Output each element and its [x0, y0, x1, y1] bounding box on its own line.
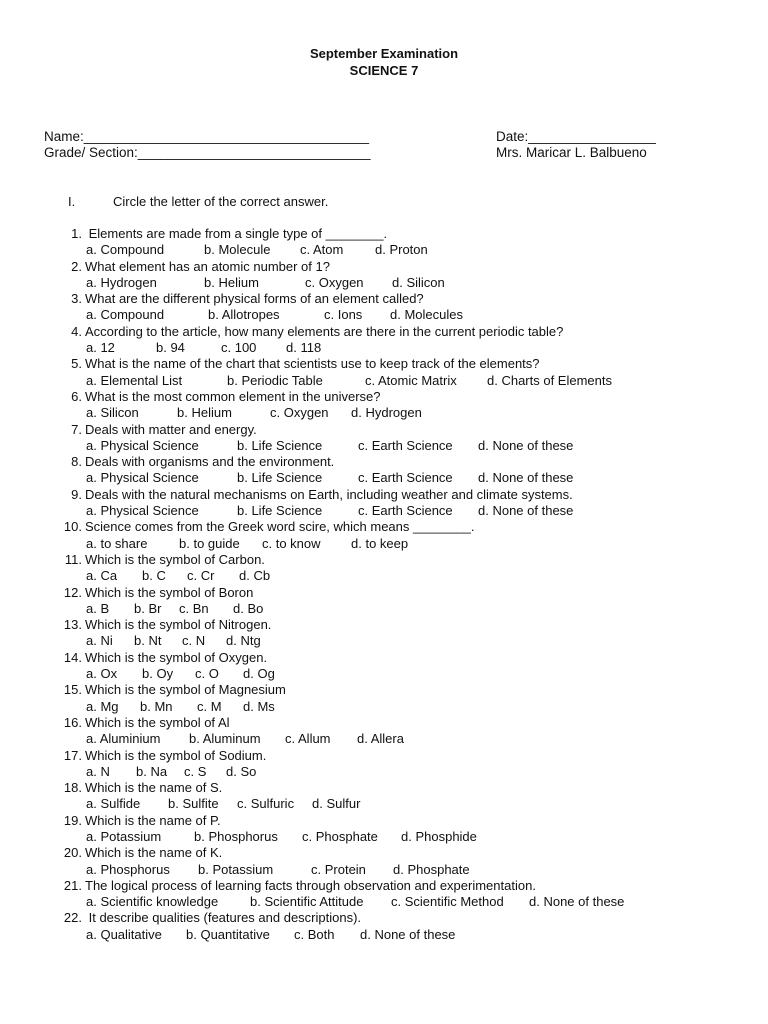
question-number: 16. — [63, 714, 82, 730]
answer-option[interactable]: b. Scientific Attitude — [250, 894, 364, 910]
answer-option[interactable]: b. Helium — [177, 405, 232, 421]
answer-option[interactable]: a. Compound — [86, 307, 165, 323]
question-item — [0, 878, 768, 911]
question-item — [0, 487, 768, 520]
answer-option[interactable]: b. C — [142, 568, 166, 584]
answer-option[interactable]: c. Protein — [311, 861, 366, 877]
answer-option[interactable]: d. Proton — [375, 242, 428, 258]
question-text: Deals with the natural mechanisms on Earth, including weather and climate systems. — [85, 486, 573, 502]
answer-option[interactable]: c. Atom — [300, 242, 344, 258]
answer-option[interactable]: d. Og — [243, 666, 275, 682]
answer-option[interactable]: c. to know — [262, 535, 321, 551]
answer-options — [0, 438, 768, 454]
question-text: Which is the name of K. — [85, 845, 223, 861]
question-number: 11. — [64, 551, 82, 567]
answer-options — [0, 699, 768, 715]
answer-options — [0, 340, 768, 356]
answer-option[interactable]: a. to share — [86, 535, 148, 551]
question-number: 5. — [71, 356, 82, 372]
answer-options — [0, 633, 768, 649]
question-text: What element has an atomic number of 1? — [85, 258, 330, 274]
answer-option[interactable]: d. Phosphide — [401, 828, 477, 844]
question-number: 8. — [71, 454, 82, 470]
question-item — [0, 519, 768, 552]
question-number: 2. — [71, 258, 82, 274]
grade-section-field-label: Grade/ Section:_______________________________ — [44, 145, 371, 160]
answer-option[interactable]: d. Cb — [239, 568, 271, 584]
question-number: 7. — [71, 421, 82, 437]
answer-option[interactable]: d. None of these — [478, 470, 574, 486]
answer-option[interactable]: c. Oxygen — [270, 405, 329, 421]
answer-option[interactable]: d. Hydrogen — [351, 405, 422, 421]
answer-option[interactable]: a. Ox — [86, 666, 118, 682]
question-text: The logical process of learning facts through observation and experimentation. — [85, 877, 536, 893]
answer-option[interactable]: b. Sulfite — [168, 796, 219, 812]
question-item — [0, 422, 768, 455]
answer-options — [0, 405, 768, 421]
answer-option[interactable]: d. None of these — [360, 926, 456, 942]
answer-options — [0, 568, 768, 584]
answer-option[interactable]: c. Scientific Method — [391, 894, 504, 910]
question-list — [0, 226, 768, 943]
answer-option[interactable]: c. Ions — [324, 307, 363, 323]
question-text: Which is the symbol of Oxygen. — [85, 649, 268, 665]
date-field-label: Date:_________________ — [496, 129, 656, 144]
question-text: Which is the name of S. — [85, 780, 223, 796]
question-number: 6. — [71, 388, 82, 404]
answer-option[interactable]: c. M — [197, 698, 222, 714]
question-item — [0, 748, 768, 781]
answer-option[interactable]: c. Allum — [285, 731, 331, 747]
answer-options — [0, 275, 768, 291]
question-text: What is the name of the chart that scientists use to keep track of the elements? — [85, 356, 540, 372]
question-number: 12. — [63, 584, 82, 600]
question-text: Which is the symbol of Magnesium — [85, 682, 286, 698]
answer-option[interactable]: c. Earth Science — [358, 503, 453, 519]
question-item — [0, 324, 768, 357]
answer-option[interactable]: c. S — [184, 763, 207, 779]
question-item — [0, 780, 768, 813]
answer-option[interactable]: a. Potassium — [86, 828, 162, 844]
answer-option[interactable]: d. None of these — [478, 437, 574, 453]
question-text: Which is the symbol of Sodium. — [85, 747, 267, 763]
answer-option[interactable]: b. Allotropes — [208, 307, 280, 323]
answer-option[interactable]: b. Helium — [204, 274, 259, 290]
answer-option[interactable]: a. Hydrogen — [86, 274, 157, 290]
answer-option[interactable]: b. Periodic Table — [227, 372, 323, 388]
question-number: 19. — [63, 812, 82, 828]
question-number: 18. — [63, 780, 82, 796]
answer-option[interactable]: a. Mg — [86, 698, 119, 714]
answer-option[interactable]: c. Cr — [187, 568, 215, 584]
answer-options — [0, 666, 768, 682]
answer-option[interactable]: b. Potassium — [198, 861, 274, 877]
answer-option[interactable]: a. B — [86, 600, 110, 616]
answer-option[interactable]: b. Oy — [142, 666, 174, 682]
question-text: According to the article, how many elements are there in the current periodic table? — [85, 323, 564, 339]
answer-options — [0, 536, 768, 552]
answer-option[interactable]: c. Bn — [179, 600, 209, 616]
answer-options — [0, 764, 768, 780]
answer-option[interactable]: d. Charts of Elements — [487, 372, 612, 388]
answer-option[interactable]: c. Sulfuric — [237, 796, 295, 812]
answer-option[interactable]: c. Phosphate — [302, 828, 378, 844]
answer-options — [0, 862, 768, 878]
answer-option[interactable]: a. Silicon — [86, 405, 139, 421]
answer-option[interactable]: a. Ni — [86, 633, 113, 649]
answer-option[interactable]: d. Molecules — [390, 307, 463, 323]
question-text: Deals with organisms and the environment. — [85, 454, 335, 470]
answer-option[interactable]: d. Ntg — [226, 633, 261, 649]
answer-option[interactable]: a. Elemental List — [86, 372, 183, 388]
answer-option[interactable]: c. Both — [294, 926, 335, 942]
answer-option[interactable]: d. Silicon — [392, 274, 445, 290]
answer-option[interactable]: a. Physical Science — [86, 437, 199, 453]
question-item — [0, 650, 768, 683]
question-text: Deals with matter and energy. — [85, 421, 257, 437]
teacher-name: Mrs. Maricar L. Balbueno — [496, 145, 647, 160]
answer-option[interactable]: d. None of these — [478, 503, 574, 519]
question-number: 4. — [71, 323, 82, 339]
question-item — [0, 356, 768, 389]
answer-options — [0, 731, 768, 747]
answer-option[interactable]: d. Allera — [357, 731, 404, 747]
question-number: 13. — [63, 617, 82, 633]
answer-option[interactable]: c. Earth Science — [358, 470, 453, 486]
answer-option[interactable]: d. 118 — [286, 340, 322, 356]
answer-option[interactable]: c. Oxygen — [305, 274, 364, 290]
question-number: 14. — [63, 649, 82, 665]
answer-option[interactable]: d. to keep — [351, 535, 409, 551]
answer-option[interactable]: b. 94 — [156, 340, 185, 356]
answer-options — [0, 307, 768, 323]
question-text: Science comes from the Greek word scire, which means ________. — [85, 519, 475, 535]
question-number: 20. — [63, 845, 82, 861]
question-number: 10. — [63, 519, 82, 535]
question-item — [0, 454, 768, 487]
question-text: Which is the symbol of Boron — [85, 584, 254, 600]
question-item — [0, 291, 768, 324]
answer-option[interactable]: c. N — [182, 633, 206, 649]
question-number: 22. — [63, 910, 82, 926]
question-item — [0, 226, 768, 259]
answer-options — [0, 242, 768, 258]
question-text: It describe qualities (features and descriptions). — [85, 910, 362, 926]
question-item — [0, 617, 768, 650]
answer-option[interactable]: a. Physical Science — [86, 503, 199, 519]
answer-option[interactable]: a. N — [86, 763, 110, 779]
answer-option[interactable]: a. Sulfide — [86, 796, 141, 812]
question-item — [0, 552, 768, 585]
answer-option[interactable]: b. Quantitative — [186, 926, 270, 942]
question-text: Which is the name of P. — [85, 812, 221, 828]
answer-options — [0, 470, 768, 486]
answer-option[interactable]: c. 100 — [221, 340, 257, 356]
answer-option[interactable]: d. Ms — [243, 698, 275, 714]
answer-option[interactable]: a. Ca — [86, 568, 118, 584]
question-item — [0, 813, 768, 846]
answer-option[interactable]: a. 12 — [86, 340, 115, 356]
answer-options — [0, 894, 768, 910]
instruction-number: I. — [68, 194, 76, 209]
answer-option[interactable]: d. Phosphate — [393, 861, 470, 877]
answer-option[interactable]: b. Na — [136, 763, 168, 779]
answer-option[interactable]: b. Life Science — [237, 470, 323, 486]
answer-options — [0, 503, 768, 519]
answer-option[interactable]: d. Sulfur — [312, 796, 361, 812]
answer-option[interactable]: b. Phosphorus — [194, 828, 278, 844]
question-item — [0, 389, 768, 422]
question-number: 1. — [71, 226, 82, 241]
answer-option[interactable]: c. Atomic Matrix — [365, 372, 457, 388]
answer-option[interactable]: c. O — [195, 666, 219, 682]
answer-option[interactable]: a. Scientific knowledge — [86, 894, 219, 910]
answer-options — [0, 796, 768, 812]
question-item — [0, 715, 768, 748]
answer-option[interactable]: d. None of these — [529, 894, 625, 910]
answer-option[interactable]: a. Physical Science — [86, 470, 199, 486]
answer-option[interactable]: a. Phosphorus — [86, 861, 170, 877]
answer-option[interactable]: c. Earth Science — [358, 437, 453, 453]
question-item — [0, 682, 768, 715]
name-field-label: Name:______________________________________ — [44, 129, 370, 144]
question-number: 21. — [63, 877, 82, 893]
question-text: Which is the symbol of Carbon. — [85, 551, 265, 567]
question-number: 17. — [63, 747, 82, 763]
answer-option[interactable]: a. Aluminium — [86, 731, 161, 747]
question-text: Which is the symbol of Al — [85, 714, 230, 730]
exam-subject: SCIENCE 7 — [349, 63, 419, 78]
instruction-text: Circle the letter of the correct answer. — [113, 194, 329, 209]
answer-option[interactable]: b. Aluminum — [189, 731, 261, 747]
question-text: Which is the symbol of Nitrogen. — [85, 617, 272, 633]
answer-option[interactable]: b. Life Science — [237, 503, 323, 519]
answer-options — [0, 829, 768, 845]
question-item — [0, 910, 768, 943]
answer-option[interactable]: b. Mn — [140, 698, 173, 714]
answer-option[interactable]: b. Life Science — [237, 437, 323, 453]
question-number: 3. — [71, 291, 82, 307]
question-text: Elements are made from a single type of ________. — [85, 226, 388, 241]
answer-option[interactable]: b. Nt — [134, 633, 162, 649]
exam-title: September Examination — [309, 46, 459, 61]
question-number: 9. — [71, 486, 82, 502]
question-item — [0, 585, 768, 618]
question-number: 15. — [63, 682, 82, 698]
question-text: What is the most common element in the universe? — [85, 388, 381, 404]
answer-options — [0, 927, 768, 943]
question-item — [0, 259, 768, 292]
answer-option[interactable]: a. Compound — [86, 242, 165, 258]
answer-option[interactable]: b. Molecule — [204, 242, 271, 258]
answer-option[interactable]: d. So — [226, 763, 257, 779]
answer-option[interactable]: b. to guide — [179, 535, 240, 551]
answer-options — [0, 373, 768, 389]
answer-option[interactable]: d. Bo — [233, 600, 264, 616]
answer-options — [0, 601, 768, 617]
question-item — [0, 845, 768, 878]
answer-option[interactable]: a. Qualitative — [86, 926, 162, 942]
answer-option[interactable]: b. Br — [134, 600, 162, 616]
question-text: What are the different physical forms of an element called? — [85, 291, 424, 307]
